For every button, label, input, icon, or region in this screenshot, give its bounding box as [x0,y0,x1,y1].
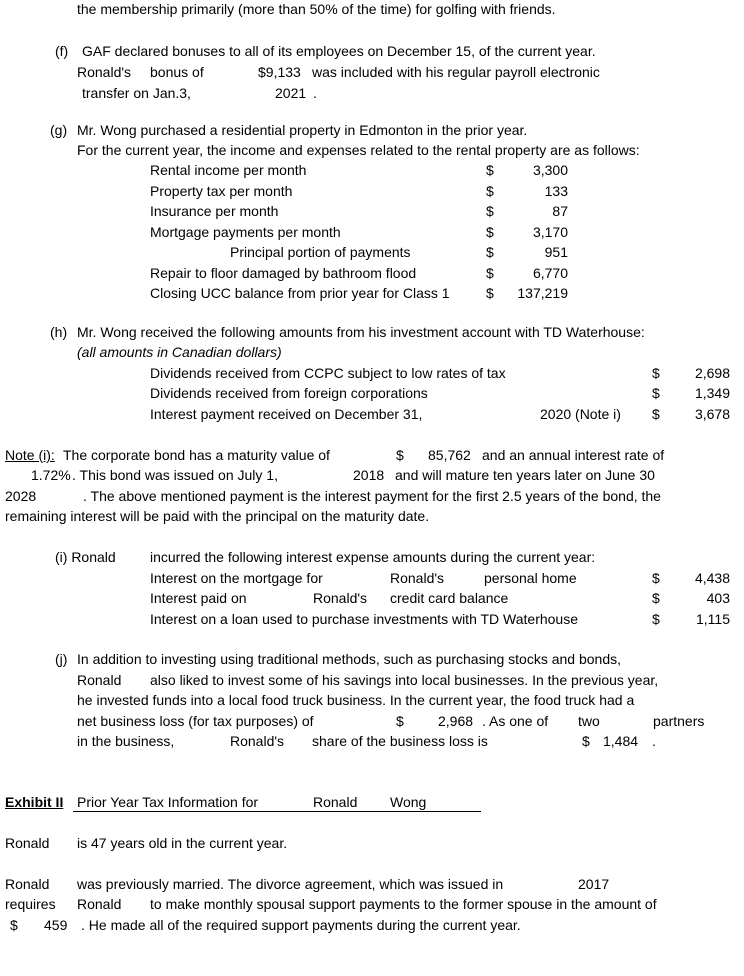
section-j-line2: also liked to invest some of his savings into local businesses. In the previous year, [150,672,659,688]
interest-item-label: Interest paid on [150,590,247,606]
rental-item-label: Repair to floor damaged by bathroom flood [150,265,417,281]
interest-item-label: Interest on a loan used to purchase investments with TD Waterhouse [150,611,579,627]
interest-item-name: Ronald's [313,590,368,606]
rental-item-label: Principal portion of payments [230,244,411,260]
rental-item-dollar: $ [486,183,494,199]
section-j-line4b: . As one of [482,713,549,729]
section-j-line5-amount: 1,484 [603,733,639,749]
note-label: Note (i): [5,447,55,463]
section-f-name: Ronald's [77,64,132,80]
rental-item-label: Property tax per month [150,183,293,199]
note-line2b: and will mature ten years later on June 30 [395,467,655,483]
rental-item-label: Mortgage payments per month [150,224,341,240]
age-name: Ronald [5,835,50,851]
section-j-line5b: share of the business loss is [312,733,488,749]
note-line1-dollar: $ [396,447,404,463]
section-j-two: two [578,713,600,729]
rental-item-dollar: $ [486,244,494,260]
divorce-amount: 459 [44,917,68,933]
intro-line: the membership primarily (more than 50% of the time) for golfing with friends. [77,1,556,17]
section-f-included: was included with his regular payroll electronic [312,64,600,80]
section-g-line2: For the current year, the income and expenses related to the rental property are as follows: [77,142,640,158]
investment-item-dollar: $ [652,365,660,381]
section-f-amount: $9,133 [258,64,301,80]
interest-item-label-end: credit card balance [390,590,509,606]
divorce-dollar: $ [10,917,18,933]
interest-item-value: 4,438 [694,570,730,586]
section-j-partners: partners [653,713,705,729]
note-rate: 1.72% [31,467,71,483]
section-j-line5-name: Ronald's [230,733,285,749]
section-h-label: (h) [50,324,68,340]
rental-item-dollar: $ [486,285,494,301]
section-j-line5-period: . [652,733,656,749]
exhibit-label: Exhibit II [5,794,64,810]
divorce-line2: to make monthly spousal support payments to the former spouse in the amount of [150,896,657,912]
interest-item-value: 1,115 [696,611,730,627]
investment-item-value: 2,698 [694,365,730,381]
interest-item-dollar: $ [652,570,660,586]
investment-item-dollar: $ [652,385,660,401]
section-i-label: (i) Ronald [55,549,116,565]
note-line1-amount: 85,762 [428,447,471,463]
exhibit-title: Prior Year Tax Information for [77,794,259,810]
note-line3-year: 2028 [5,488,37,504]
investment-item-value: 1,349 [694,385,730,401]
rental-item-value: 133 [544,183,568,199]
section-g-label: (g) [50,122,68,138]
section-j-label: (j) [55,651,68,667]
note-line2a: . This bond was issued on July 1, [72,467,278,483]
section-j-line4-amount: 2,968 [438,713,474,729]
section-h-line1: Mr. Wong received the following amounts from his investment account with TD Waterhouse: [77,324,645,340]
rental-item-label: Insurance per month [150,203,279,219]
age-text: is 47 years old in the current year. [77,835,288,851]
rental-item-label: Rental income per month [150,162,307,178]
section-h-line2: (all amounts in Canadian dollars) [77,344,282,360]
section-j-line3: he invested funds into a local food truck business. In the current year, the food truck had a [77,692,635,708]
section-f-label: (f) [55,43,69,59]
rental-item-dollar: $ [486,162,494,178]
note-line4: remaining interest will be paid with the principal on the maturity date. [5,508,430,524]
section-j-name: Ronald [77,672,122,688]
divorce-line1: was previously married. The divorce agreement, which was issued in [77,876,504,892]
interest-item-value: 403 [706,590,730,606]
investment-item-label: Dividends received from foreign corporations [150,385,428,401]
divorce-line3: . He made all of the required support payments during the current year. [81,917,521,933]
divorce-requires: requires [5,896,56,912]
interest-item-label: Interest on the mortgage for [150,570,323,586]
rental-item-value: 87 [552,203,568,219]
section-f-year: 2021 [275,85,307,101]
investment-item-value: 3,678 [694,406,730,422]
investment-item-label: Dividends received from CCPC subject to low rates of tax [150,365,506,381]
section-i-line1: incurred the following interest expense amounts during the current year: [150,549,596,565]
section-f-bonus-of: bonus of [150,64,204,80]
interest-item-label-end: personal home [484,570,577,586]
section-f-transfer: transfer on Jan.3, [82,85,191,101]
interest-item-dollar: $ [652,611,660,627]
divorce-year: 2017 [578,876,610,892]
investment-item-label: Interest payment received on December 31, [150,406,423,422]
divorce-name: Ronald [5,876,50,892]
exhibit-underline [73,811,481,812]
section-g-line1: Mr. Wong purchased a residential property in Edmonton in the prior year. [77,122,528,138]
rental-item-label: Closing UCC balance from prior year for Class 1 [150,285,450,301]
note-line3a: . The above mentioned payment is the interest payment for the first 2.5 years of the bond, the [83,488,661,504]
rental-item-dollar: $ [486,203,494,219]
note-line1a: The corporate bond has a maturity value of [63,447,330,463]
section-j-line5-dollar: $ [582,733,590,749]
section-j-line4-dollar: $ [396,713,404,729]
section-f-period: . [313,85,317,101]
exhibit-title-name: Ronald [313,794,358,810]
note-line1b: and an annual interest rate of [482,447,665,463]
rental-item-value: 137,219 [517,285,568,301]
section-j-line1: In addition to investing using traditional methods, such as purchasing stocks and bonds, [77,651,621,667]
rental-item-value: 6,770 [532,265,568,281]
investment-item-extra: 2020 (Note i) [540,406,621,422]
section-j-line4a: net business loss (for tax purposes) of [77,713,314,729]
note-line2-year: 2018 [353,467,385,483]
exhibit-title-last: Wong [390,794,427,810]
interest-item-name: Ronald's [390,570,445,586]
section-j-line5a: in the business, [77,733,175,749]
rental-item-dollar: $ [486,265,494,281]
divorce-name2: Ronald [77,896,122,912]
rental-item-value: 951 [544,244,568,260]
rental-item-value: 3,300 [532,162,568,178]
rental-item-value: 3,170 [532,224,568,240]
interest-item-dollar: $ [652,590,660,606]
section-f-line1: GAF declared bonuses to all of its employees on December 15, of the current year. [82,43,596,59]
investment-item-dollar: $ [652,406,660,422]
rental-item-dollar: $ [486,224,494,240]
